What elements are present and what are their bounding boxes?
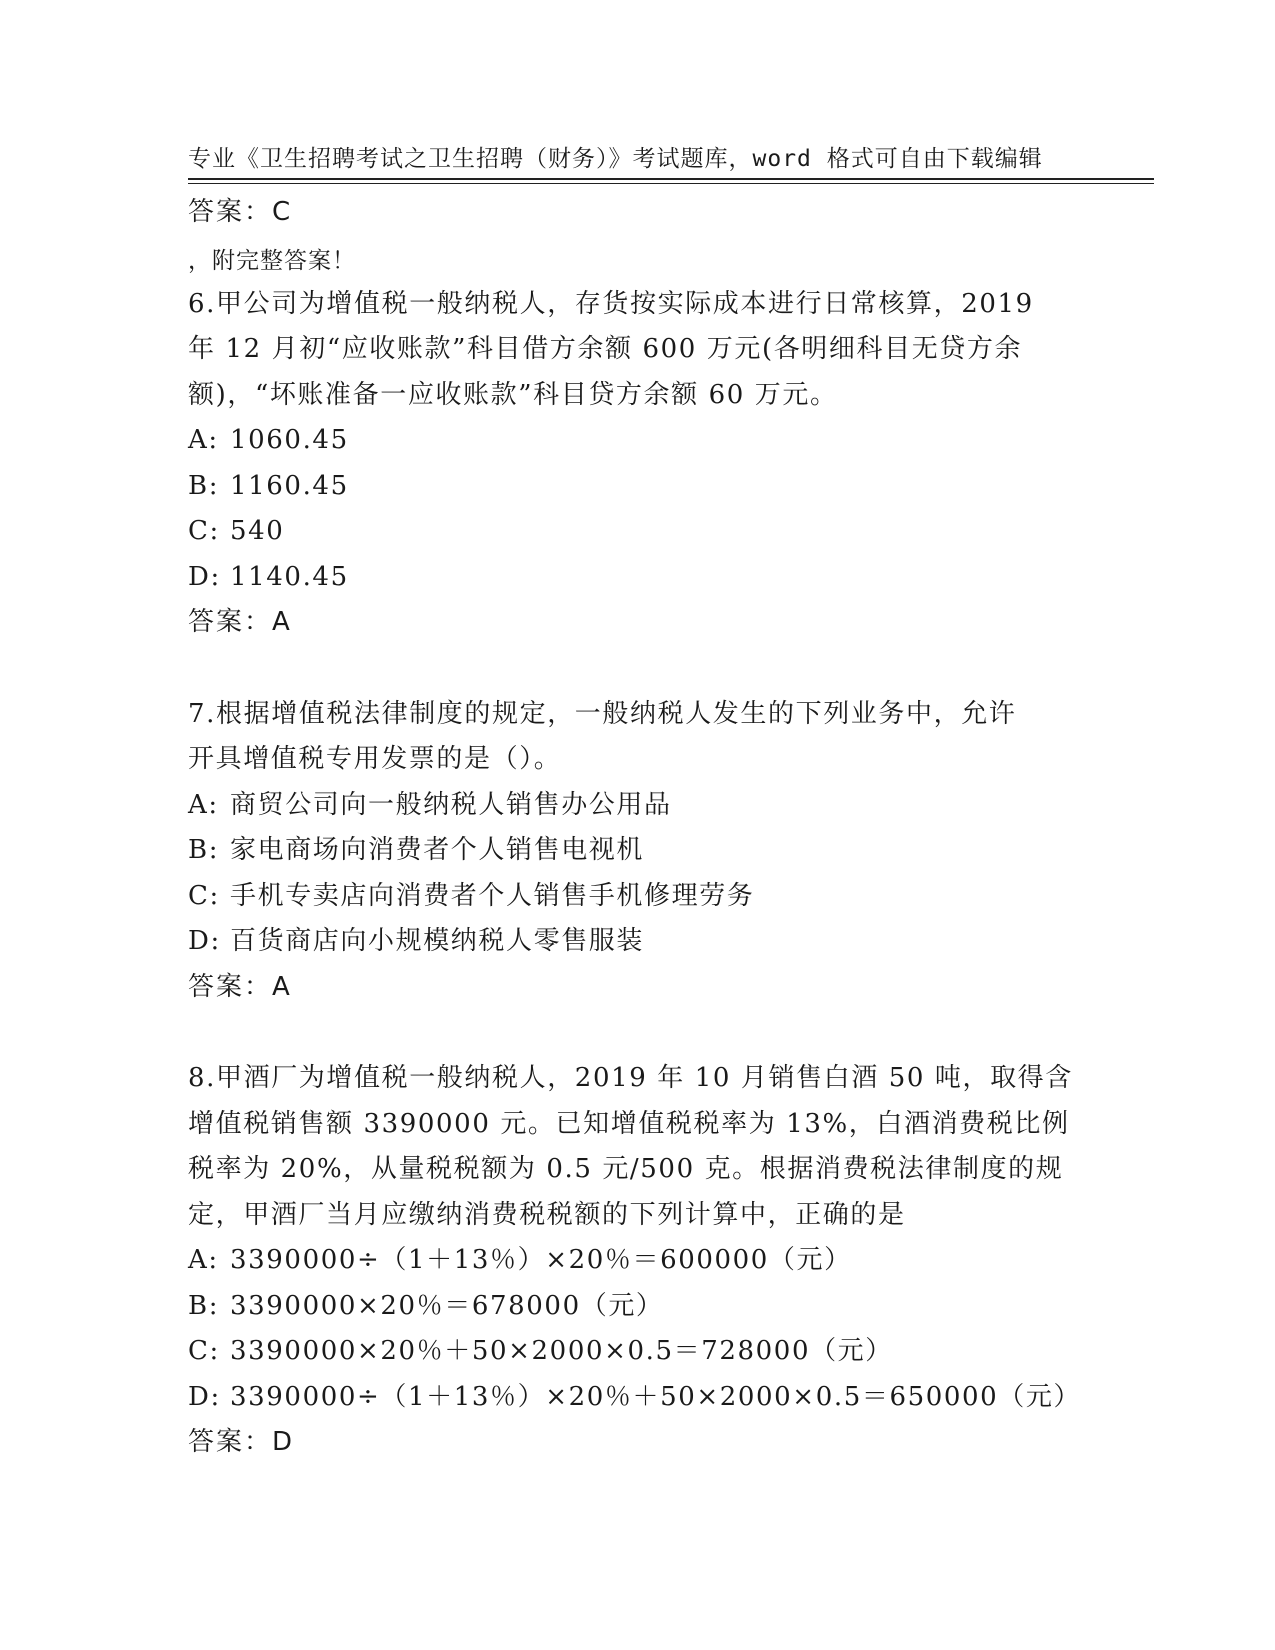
answer-label: 答案：A [188,607,292,637]
option-letter: C: [188,516,220,546]
option-text: 家电商场向消费者个人销售电视机 [230,835,645,865]
question-stem-line: 年 12 月初“应收账款”科目借方余额 600 万元(各明细科目无贷方余 [188,334,1023,364]
question-stem-line: 7.根据增值税法律制度的规定，一般纳税人发生的下列业务中，允许 [188,698,1017,729]
question-stem-line: 开具增值税专用发票的是（）。 [188,744,562,774]
answer-label: 答案：C [188,197,293,227]
answer-label: 答案：A [188,971,292,1002]
question-block [188,1056,1082,1466]
question-stem-line: 定，甲酒厂当月应缴纳消费税税额的下列计算中，正确的是 [188,1199,906,1230]
option-b [188,1284,1078,1330]
option-letter: D: [188,561,221,592]
spacer [188,1010,1078,1056]
option-text: 540 [230,516,285,546]
question-block [188,282,1078,646]
question-list [188,190,1082,1466]
question-stem-line: 8.甲酒厂为增值税一般纳税人，2019 年 10 月销售白酒 50 吨，取得含 [188,1063,1073,1093]
option-d [188,555,1078,601]
header-divider-thin [188,183,1154,184]
question-block [188,692,1078,1011]
option-text: 1060.45 [230,425,349,455]
answer-label: 答案：D [188,1427,295,1457]
option-letter: D: [188,1381,221,1412]
option-c [188,874,1078,920]
option-letter: C: [188,880,220,911]
question-stem-line: 额)，“坏账准备一应收账款”科目贷方余额 60 万元。 [188,379,838,410]
option-text: 1160.45 [230,470,349,501]
option-c [188,1329,1078,1375]
question-stem-line: 增值税销售额 3390000 元。已知增值税税率为 13%，白酒消费税比例 [188,1108,1070,1139]
option-text: 3390000×20％＋50×2000×0.5＝728000（元） [230,1336,893,1366]
header-line: ，附完整答案！ [188,248,356,274]
option-letter: A: [188,425,219,455]
option-text: 手机专卖店向消费者个人销售手机修理劳务 [230,880,755,911]
option-letter: A: [188,789,219,820]
option-letter: B: [188,835,220,865]
option-letter: D: [188,926,221,956]
option-text: 商贸公司向一般纳税人销售办公用品 [230,789,672,820]
header-divider [188,178,1154,180]
option-text: 百货商店向小规模纳税人零售服装 [230,926,645,956]
option-letter: B: [188,1290,220,1321]
option-a [188,783,1078,829]
option-a [188,1238,1078,1284]
option-b [188,464,1078,510]
spacer [188,236,1078,282]
option-d [188,1375,1082,1421]
option-b [188,828,1078,874]
question-stem-line: 6.甲公司为增值税一般纳税人，存货按实际成本进行日常核算，2019 [188,288,1034,319]
option-d [188,919,1078,965]
option-letter: A: [188,1245,219,1275]
spacer [188,646,1078,692]
question-stem-line: 税率为 20%，从量税税额为 0.5 元/500 克。根据消费税法律制度的规 [188,1154,1064,1184]
option-text: 1140.45 [230,561,349,592]
option-text: 3390000÷（1＋13％）×20％＝600000（元） [230,1245,852,1275]
option-text: 3390000÷（1＋13％）×20％＋50×2000×0.5＝650000（元） [230,1381,1082,1412]
option-letter: C: [188,1336,220,1366]
header-line: 专业《卫生招聘考试之卫生招聘（财务）》考试题库，word 格式可自由下载编辑 [188,146,1043,172]
option-text: 3390000×20％＝678000（元） [230,1290,664,1321]
option-c [188,509,1078,555]
option-a [188,418,1078,464]
option-letter: B: [188,470,220,501]
